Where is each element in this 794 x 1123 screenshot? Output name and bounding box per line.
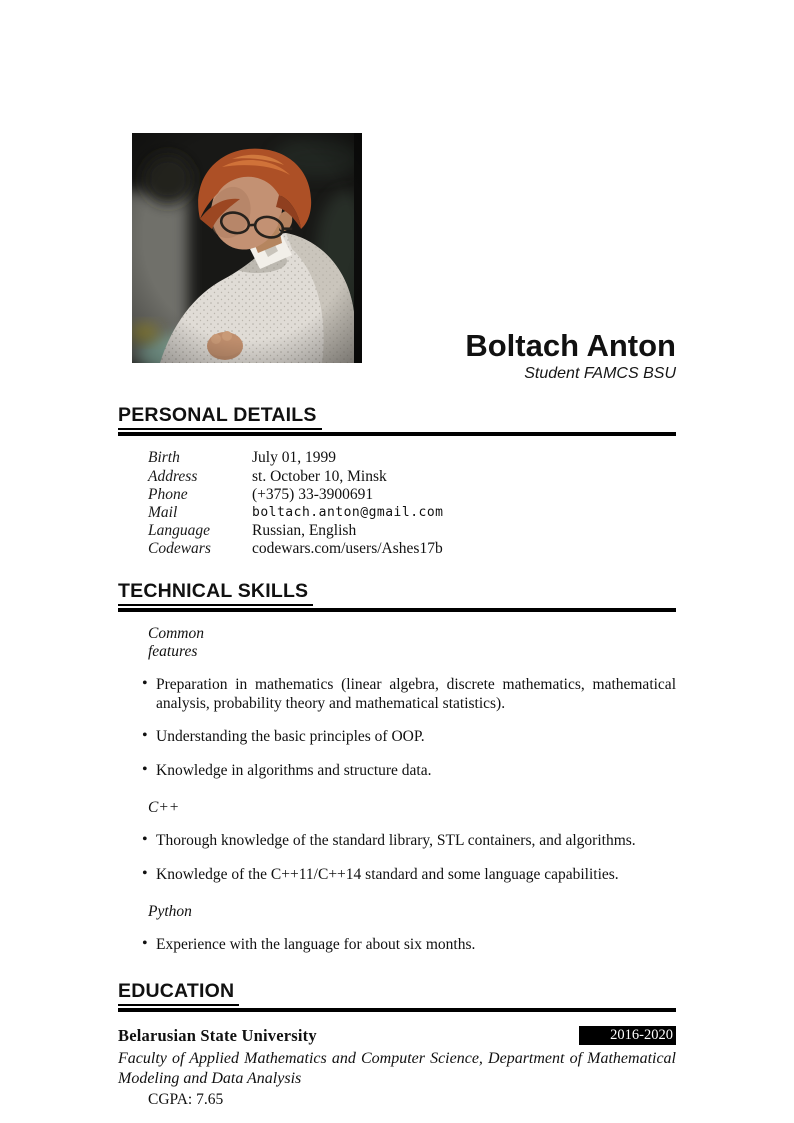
person-subtitle: Student FAMCS BSU (524, 365, 676, 382)
person-name: Boltach Anton (465, 328, 676, 364)
profile-photo (132, 133, 362, 363)
detail-value-email: boltach.anton@gmail.com (252, 505, 444, 520)
section-title-text: TECHNICAL SKILLS (118, 580, 313, 606)
skill-bullet-item: • Knowledge in algorithms and structure data. (118, 762, 676, 781)
skill-bullet-list (118, 936, 676, 955)
skill-bullet-item: • Thorough knowledge of the standard library, STL containers, and algorithms. (118, 832, 676, 851)
section-title-education (118, 980, 676, 1012)
skill-group-heading-common: Common features (148, 625, 204, 660)
detail-label: Phone (148, 485, 188, 503)
detail-row (148, 468, 676, 486)
detail-label: Codewars (148, 540, 211, 558)
detail-value-codewars: codewars.com/users/Ashes17b (252, 540, 443, 558)
section-title-technical-skills (118, 580, 676, 612)
skill-bullet-item: • Knowledge of the C++11/C++14 standard and some language capabilities. (118, 866, 676, 885)
detail-label: Mail (148, 504, 178, 521)
skill-group-heading-python: Python (148, 903, 192, 920)
skill-bullet-list (118, 676, 676, 780)
cv-content (118, 0, 676, 1109)
detail-value: July 01, 1999 (252, 449, 336, 467)
profile-photo-art (132, 133, 362, 363)
detail-label: Address (148, 467, 198, 485)
detail-row (148, 540, 676, 558)
detail-row (148, 522, 676, 540)
detail-label: Birth (148, 449, 180, 467)
detail-label: Language (148, 522, 210, 540)
education-cgpa: CGPA: 7.65 (148, 1090, 224, 1108)
skill-bullet-item: • Experience with the language for about six months. (118, 936, 676, 955)
detail-row (148, 486, 676, 504)
education-faculty: Faculty of Applied Mathematics and Computer Science, Department of Mathematical Modeling and Data Analysis (118, 1049, 676, 1087)
section-title-text: EDUCATION (118, 980, 239, 1006)
education-institution: Belarusian State University (118, 1025, 317, 1045)
section-title-text: PERSONAL DETAILS (118, 404, 322, 430)
detail-value: (+375) 33-3900691 (252, 485, 374, 503)
detail-value: Russian, English (252, 522, 357, 540)
education-period-badge: 2016-2020 (579, 1026, 676, 1045)
skill-bullet-item: • Understanding the basic principles of OOP. (118, 728, 676, 747)
detail-row (148, 449, 676, 467)
personal-details-list (148, 449, 676, 558)
skill-bullet-item: • Preparation in mathematics (linear algebra, discrete mathematics, mathematical analysis, probability theory and mathematical statistics). (118, 676, 676, 713)
skill-group-heading-cpp: C++ (148, 799, 180, 816)
detail-value: st. October 10, Minsk (252, 467, 387, 485)
section-title-personal-details (118, 404, 676, 436)
education-title-row (118, 1026, 676, 1046)
detail-row (148, 504, 676, 522)
name-block (465, 330, 676, 383)
cv-header (118, 0, 676, 383)
skill-bullet-list (118, 832, 676, 884)
